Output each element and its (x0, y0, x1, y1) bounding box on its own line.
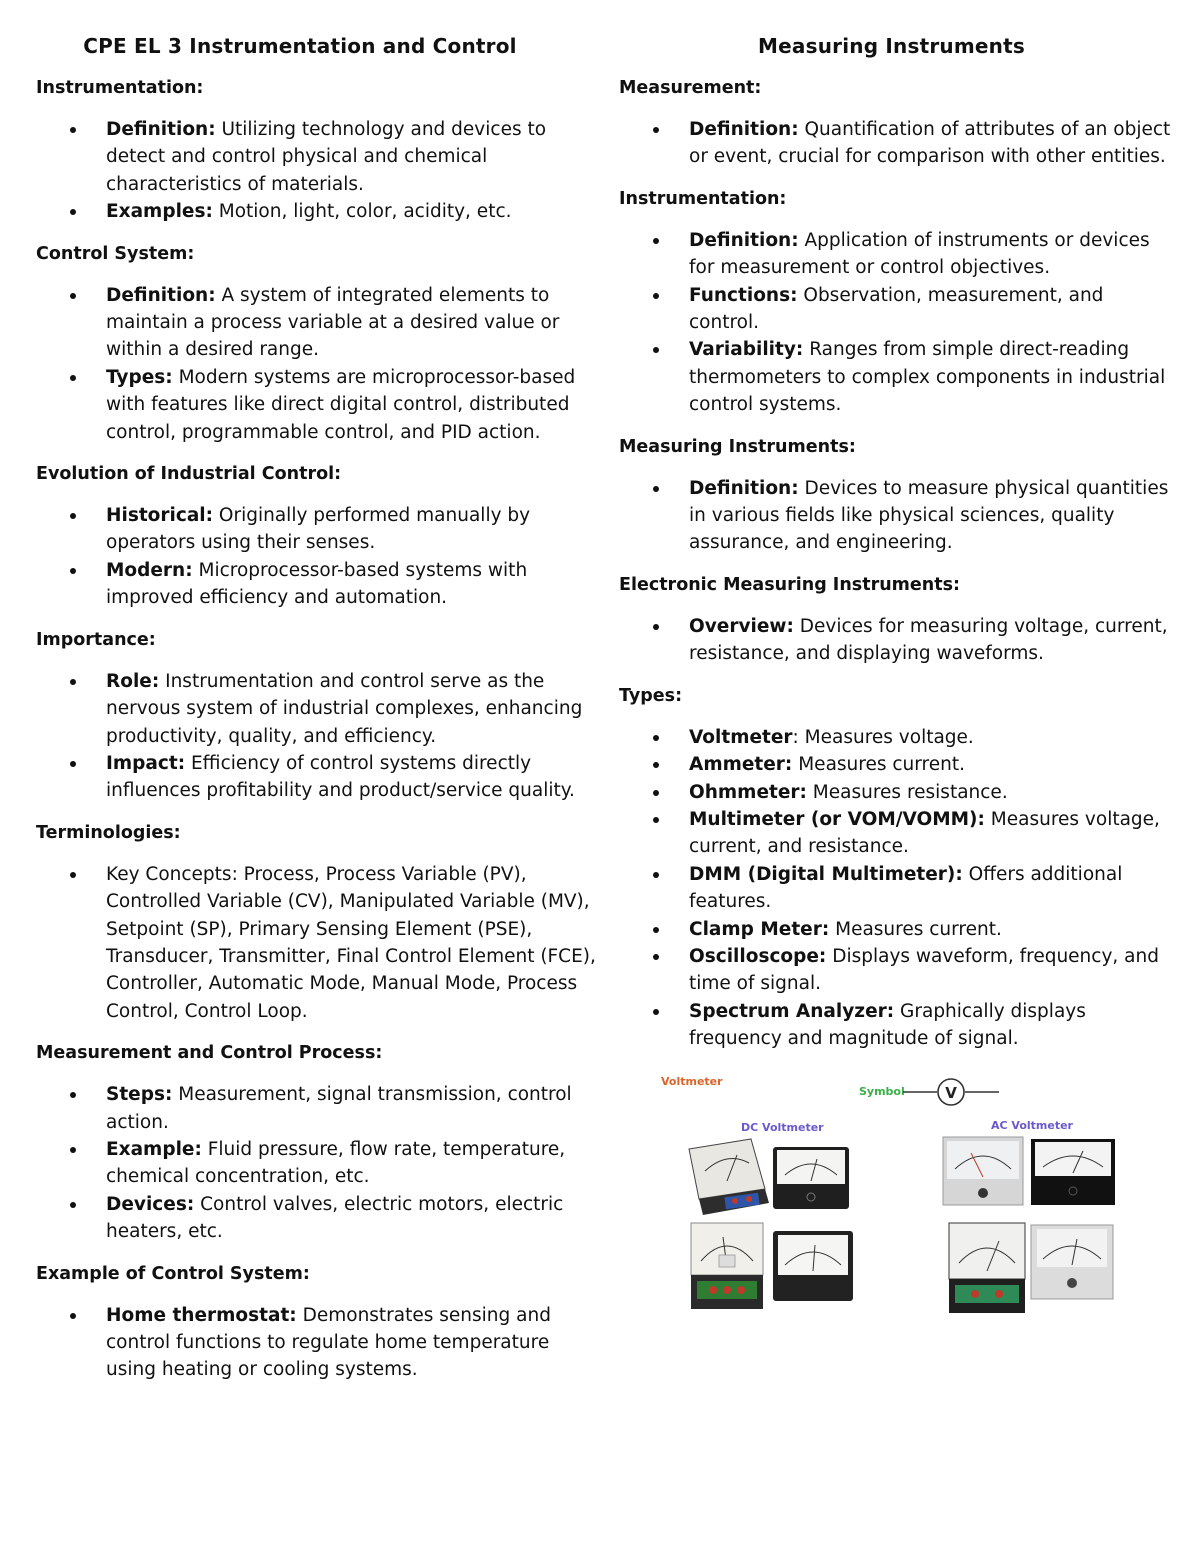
ac-meter-image (941, 1135, 1025, 1207)
section-heading-instrumentation: Instrumentation: (36, 78, 204, 98)
voltmeter-figure (659, 1071, 1159, 1333)
list-item: Clamp Meter: Measures current. (689, 916, 1179, 943)
document-title: CPE EL 3 Instrumentation and Control (83, 34, 517, 58)
list-item: Spectrum Analyzer: Graphically displays frequency and magnitude of signal. (689, 998, 1179, 1053)
section-heading-measuring-instruments: Measuring Instruments: (619, 436, 856, 457)
list-item: Role: Instrumentation and control serve as the nervous system of industrial complexes, enhancing productivity, quality, and efficiency. (106, 668, 596, 750)
list-item: Types: Modern systems are microprocessor-based with features like direct digital control, distributed control, programmable control, and PID action. (106, 364, 596, 446)
list-importance (36, 668, 596, 805)
symbol-letter: V (945, 1083, 957, 1102)
list-control-system (36, 282, 596, 446)
dc-meter-image (689, 1221, 765, 1313)
list-instrumentation-right (619, 227, 1179, 419)
list-item: Historical: Originally performed manually by operators using their senses. (106, 502, 596, 557)
ac-meter-image (1029, 1137, 1117, 1207)
dc-meter-image (771, 1229, 855, 1303)
list-instrumentation (36, 116, 596, 226)
list-item: Devices: Control valves, electric motors, electric heaters, etc. (106, 1191, 596, 1246)
ac-meter-image (947, 1221, 1027, 1317)
section-heading-measurement: Measurement: (619, 78, 762, 98)
list-item: Overview: Devices for measuring voltage, current, resistance, and displaying waveforms. (689, 613, 1179, 668)
list-item: Example: Fluid pressure, flow rate, temperature, chemical concentration, etc. (106, 1136, 596, 1191)
list-measurement (619, 116, 1179, 171)
section-heading-evolution: Evolution of Industrial Control: (36, 464, 342, 485)
list-item: Modern: Microprocessor-based systems with improved efficiency and automation. (106, 557, 596, 612)
list-item: Definition: Quantification of attributes of an object or event, crucial for comparison with other entities. (689, 116, 1179, 171)
dc-voltmeter-label: DC Voltmeter (741, 1120, 824, 1134)
section-heading-example-control: Example of Control System: (36, 1263, 310, 1284)
section-heading-instrumentation-right: Instrumentation: (619, 188, 787, 209)
figure-title: Voltmeter (661, 1074, 723, 1088)
list-item: Oscilloscope: Displays waveform, frequency, and time of signal. (689, 943, 1179, 998)
list-item: Definition: A system of integrated elements to maintain a process variable at a desired value or within a desired range. (106, 282, 596, 364)
list-evolution (36, 502, 596, 612)
list-item: Home thermostat: Demonstrates sensing and control functions to regulate home temperature using heating or cooling systems. (106, 1302, 596, 1384)
dc-meter-image (771, 1145, 851, 1211)
list-item: Ohmmeter: Measures resistance. (689, 779, 1179, 806)
list-item: Ammeter: Measures current. (689, 751, 1179, 778)
list-item: Definition: Utilizing technology and devices to detect and control physical and chemical characteristics of materials. (106, 116, 596, 198)
list-item: Definition: Devices to measure physical quantities in various fields like physical sciences, quality assurance, and engineering. (689, 475, 1179, 557)
list-item: Impact: Efficiency of control systems directly influences profitability and product/service quality. (106, 750, 596, 805)
list-item: Steps: Measurement, signal transmission, control action. (106, 1081, 596, 1136)
list-item: DMM (Digital Multimeter): Offers additional features. (689, 861, 1179, 916)
list-measurement-control (36, 1081, 596, 1245)
ac-voltmeter-label: AC Voltmeter (991, 1118, 1073, 1132)
list-item: Multimeter (or VOM/VOMM): Measures voltage, current, and resistance. (689, 806, 1179, 861)
column-title: Measuring Instruments (758, 34, 1025, 58)
list-item: Voltmeter: Measures voltage. (689, 724, 1179, 751)
list-item: Key Concepts: Process, Process Variable (PV), Controlled Variable (CV), Manipulated Variable (MV), Setpoint (SP), Primary Sensing Element (PSE), Transducer, Transmitter, Final Control Element (FCE), Controller, Automatic Mode, Manual Mode, Process Control, Control Loop. (106, 861, 596, 1025)
section-heading-measurement-control: Measurement and Control Process: (36, 1043, 383, 1064)
list-item: Examples: Motion, light, color, acidity, etc. (106, 198, 596, 225)
left-column (36, 34, 596, 1402)
section-heading-types: Types: (619, 685, 683, 706)
right-column (619, 34, 1179, 1333)
list-terminologies (36, 861, 596, 1025)
ac-meter-image (1029, 1223, 1115, 1303)
list-item: Definition: Application of instruments or devices for measurement or control objectives. (689, 227, 1179, 282)
list-measuring-instruments (619, 475, 1179, 557)
voltmeter-symbol-icon (903, 1077, 999, 1107)
section-heading-control-system: Control System: (36, 243, 195, 264)
list-item: Functions: Observation, measurement, and control. (689, 282, 1179, 337)
dc-meter-image (685, 1137, 769, 1217)
section-heading-electronic: Electronic Measuring Instruments: (619, 574, 960, 595)
list-electronic (619, 613, 1179, 668)
list-example-control (36, 1302, 596, 1384)
list-types (619, 724, 1179, 1053)
section-heading-importance: Importance: (36, 629, 156, 650)
symbol-label: Symbol (859, 1084, 905, 1098)
section-heading-terminologies: Terminologies: (36, 822, 181, 843)
list-item: Variability: Ranges from simple direct-reading thermometers to complex components in industrial control systems. (689, 336, 1179, 418)
